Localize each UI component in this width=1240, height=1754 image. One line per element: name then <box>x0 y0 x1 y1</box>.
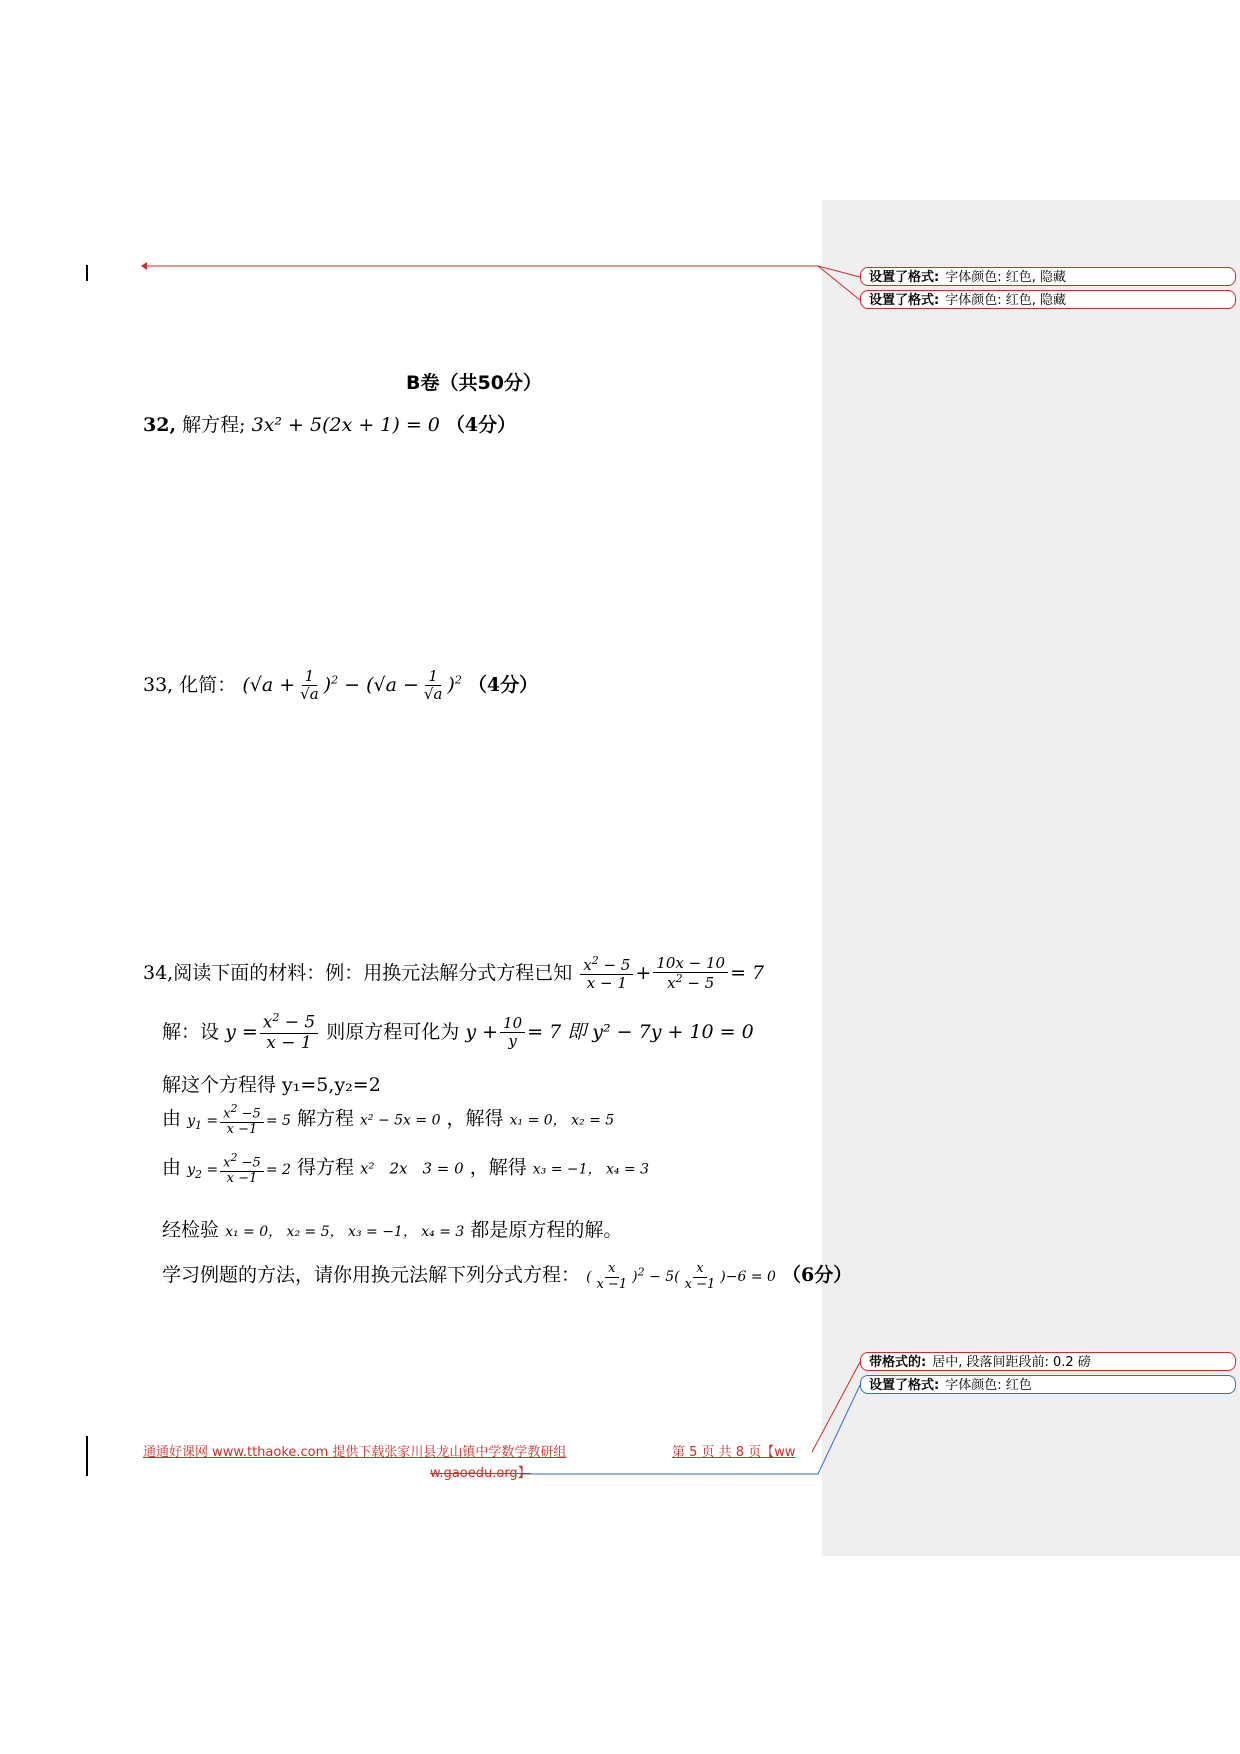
equation: 3x² + 5(2x + 1) = 0 <box>251 414 440 436</box>
equation: x₁ = 0， x₂ = 5， x₃ = −1， x₄ = 3 <box>225 1224 465 1240</box>
question-number: 33, <box>143 673 174 696</box>
solution-text: 学习例题的方法，请你用换元法解下列分式方程： <box>162 1264 581 1286</box>
solution-text: ，解得 <box>446 1107 504 1130</box>
equation: x² 2x 3 = 0 <box>360 1159 464 1178</box>
footer-page-number: 第 5 页 共 8 页【ww <box>672 1445 796 1460</box>
question-32 <box>143 410 516 437</box>
comment-text: 字体颜色: 红色, 隐藏 <box>945 293 1066 308</box>
solution-line <box>162 1215 622 1242</box>
expression: (√a + $\frac{1}{√a}$ )$^2$ − (√a − $\frac{1}{√a}$ )$^2$ <box>242 667 462 704</box>
solution-text: 都是原方程的解。 <box>470 1219 623 1241</box>
comment-label: 带格式的: <box>869 1355 927 1370</box>
question-number: 32, <box>143 414 177 436</box>
substitution: y = $\frac{x^2 - 5}{x - 1}$ <box>225 1021 320 1043</box>
solution-line <box>162 1103 614 1138</box>
solution-line <box>162 1260 852 1292</box>
solution-text: 由 <box>162 1156 182 1179</box>
solution-text: 解方程 <box>296 1107 354 1130</box>
comment-text: 字体颜色: 红色, 隐藏 <box>945 270 1066 285</box>
solution-text: 得方程 <box>296 1156 354 1179</box>
score: （4分） <box>467 673 539 696</box>
comment-text: 居中, 段落间距段前: 0.2 磅 <box>932 1355 1091 1370</box>
equation: y + $\frac{10}{y}$ = 7 即 y² − 7y + 10 = 0 <box>465 1014 754 1051</box>
solution-line: 解这个方程得 y₁=5,y₂=2 <box>162 1074 381 1096</box>
solution-line <box>162 1012 754 1054</box>
comment-text: 字体颜色: 红色 <box>945 1378 1032 1393</box>
score: （4分） <box>445 414 517 436</box>
question-prefix: 化简： <box>179 673 237 696</box>
question-34-intro <box>143 955 764 993</box>
text-cursor <box>86 265 88 281</box>
solution-text: 解：设 <box>162 1020 220 1043</box>
comment-label: 设置了格式: <box>869 270 940 285</box>
equation: ( $\frac{x}{x -1}$ )$^2$ − 5( $\frac{x}{x -1}$ )−6 = 0 <box>586 1260 776 1292</box>
equation: $\frac{x^2 - 5}{x - 1}$ + $\frac{10x - 10}{x^2 - 5}$ = 7 <box>578 962 764 984</box>
question-prefix: 解方程; <box>182 414 246 436</box>
section-title: B卷（共50分） <box>406 372 542 394</box>
comment-label: 设置了格式: <box>869 1378 940 1393</box>
equation: $y_1$ = $\frac{x^2 -5}{x -1}$ = 5 <box>187 1102 291 1138</box>
score: （6分） <box>781 1264 853 1286</box>
equation: x₃ = −1， x₄ = 3 <box>532 1161 650 1178</box>
solution-text: 经检验 <box>162 1219 220 1241</box>
solution-line <box>162 1152 649 1187</box>
text-cursor <box>86 1436 88 1476</box>
equation: $y_2$ = $\frac{x^2 -5}{x -1}$ = 2 <box>187 1151 291 1187</box>
comment-label: 设置了格式: <box>869 293 940 308</box>
solution-text: 则原方程可化为 <box>326 1020 460 1043</box>
footer-source[interactable]: 通通好课网 www.tthaoke.com 提供下载张家川县龙山镇中学数学教研组 <box>143 1445 567 1460</box>
question-text: 34,阅读下面的材料：例：用换元法解分式方程已知 <box>143 961 573 984</box>
solution-text: 由 <box>162 1107 182 1130</box>
equation: x₁ = 0， x₂ = 5 <box>509 1112 615 1129</box>
equation: x² − 5x = 0 <box>360 1112 441 1129</box>
footer-link[interactable]: w.gaoedu.org】 <box>430 1466 531 1481</box>
question-33 <box>143 668 538 704</box>
solution-text: ，解得 <box>469 1156 527 1179</box>
